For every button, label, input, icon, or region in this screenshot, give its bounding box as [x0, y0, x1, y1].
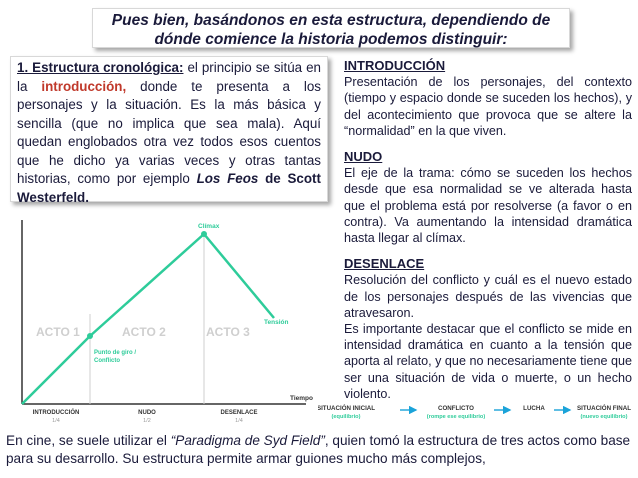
x-frac-nudo: 1/2	[143, 418, 151, 424]
intro-book-title: Los Feos	[196, 171, 259, 186]
three-act-diagram	[14, 214, 314, 430]
intro-highlight: introducción,	[41, 78, 127, 94]
section-body-desenlace-note: Es importante destacar que el conflicto se mide en intensidad dramática en cuanto a la tensión que aporta al relato, y que no necesariamente tiene que ser una situación de vida o muerte, o un hecho violento.	[344, 322, 632, 401]
story-flow	[318, 400, 636, 428]
footer-text-2: , quien tomó la estructura de tres actos como base para su desarrollo. Su estructura permite armar guiones mucho más complejos,	[6, 433, 631, 466]
intro-lead: 1. Estructura cronológica:	[17, 60, 184, 75]
intro-text-3: de	[258, 171, 288, 186]
x-frac-desenlace: 1/4	[235, 418, 243, 424]
time-label: Tiempo	[290, 395, 313, 402]
title-line-1: Pues bien, basándonos en esta estructura, dependiendo de	[111, 12, 551, 29]
x-label-nudo: NUDO	[138, 410, 156, 416]
tension-curve	[22, 234, 274, 404]
flow-situacion-final: SITUACIÓN FINAL	[577, 405, 631, 412]
flow-situacion-inicial: SITUACIÓN INICIAL	[318, 405, 376, 412]
section-body-desenlace: Resolución del conflicto y cuál es el nuevo estado de los personajes después de las vivencias que atravesaron.	[344, 273, 632, 320]
chronological-structure-box	[10, 56, 328, 205]
intro-author: Scott Westerfeld.	[17, 171, 321, 205]
intro-text-2: donde te presenta a los personajes y la situación. Es la más básica y sencilla (que no implica que sea mala). Aquí quedan englobados otra vez todos esos cuentos que he dicho ya varias veces y otras tantas historias, como por ejemplo	[17, 78, 321, 186]
slide-title	[92, 8, 570, 48]
climax-label: Clímax	[198, 223, 220, 230]
section-heading-desenlace: DESENLACE	[344, 256, 425, 272]
x-label-introduccion: INTRODUCCIÓN	[32, 410, 80, 416]
structure-sections	[344, 58, 632, 402]
section-heading-nudo: NUDO	[344, 149, 383, 165]
turning-point-label-1: Punto de giro /	[94, 350, 136, 356]
section-body-introduccion: Presentación de los personajes, del contexto (tiempo y espacio donde se suceden los hechos), y del acontecimiento que provoca que se altere la “normalidad” en la que viven.	[344, 75, 632, 138]
section-heading-introduccion: INTRODUCCIÓN	[344, 58, 446, 73]
footer-text-1: En cine, se suele utilizar el	[6, 433, 171, 448]
intro-text-1: el principio se sitúa en la	[17, 60, 322, 94]
flow-situacion-inicial-sub: (equilibrio)	[331, 414, 361, 420]
turning-point-marker	[87, 333, 93, 339]
footer-text	[6, 432, 634, 468]
tension-label: Tensión	[264, 319, 289, 326]
footer-quote: “Paradigma de Syd Field”	[170, 433, 325, 448]
flow-lucha: LUCHA	[523, 405, 545, 412]
act-1-label: ACTO 1	[36, 325, 80, 339]
x-frac-introduccion: 1/4	[52, 418, 60, 424]
title-line-2: dónde comience la historia podemos distinguir:	[154, 31, 508, 48]
flow-conflicto: CONFLICTO	[438, 405, 474, 412]
flow-conflicto-sub: (rompe ese equilibrio)	[426, 414, 486, 420]
turning-point-label-2: Conflicto	[94, 358, 120, 364]
climax-marker	[201, 231, 207, 237]
flow-situacion-final-sub: (nuevo equilibrio)	[580, 414, 628, 420]
section-body-nudo: El eje de la trama: cómo se suceden los hechos desde que esa normalidad se ve alterada hasta que el problema está por resolverse (a favor o en contra). Va aumentando la intensidad dramática hasta llegar al clímax.	[344, 166, 632, 246]
act-3-label: ACTO 3	[206, 325, 250, 339]
act-2-label: ACTO 2	[122, 325, 166, 339]
x-label-desenlace: DESENLACE	[220, 410, 258, 416]
